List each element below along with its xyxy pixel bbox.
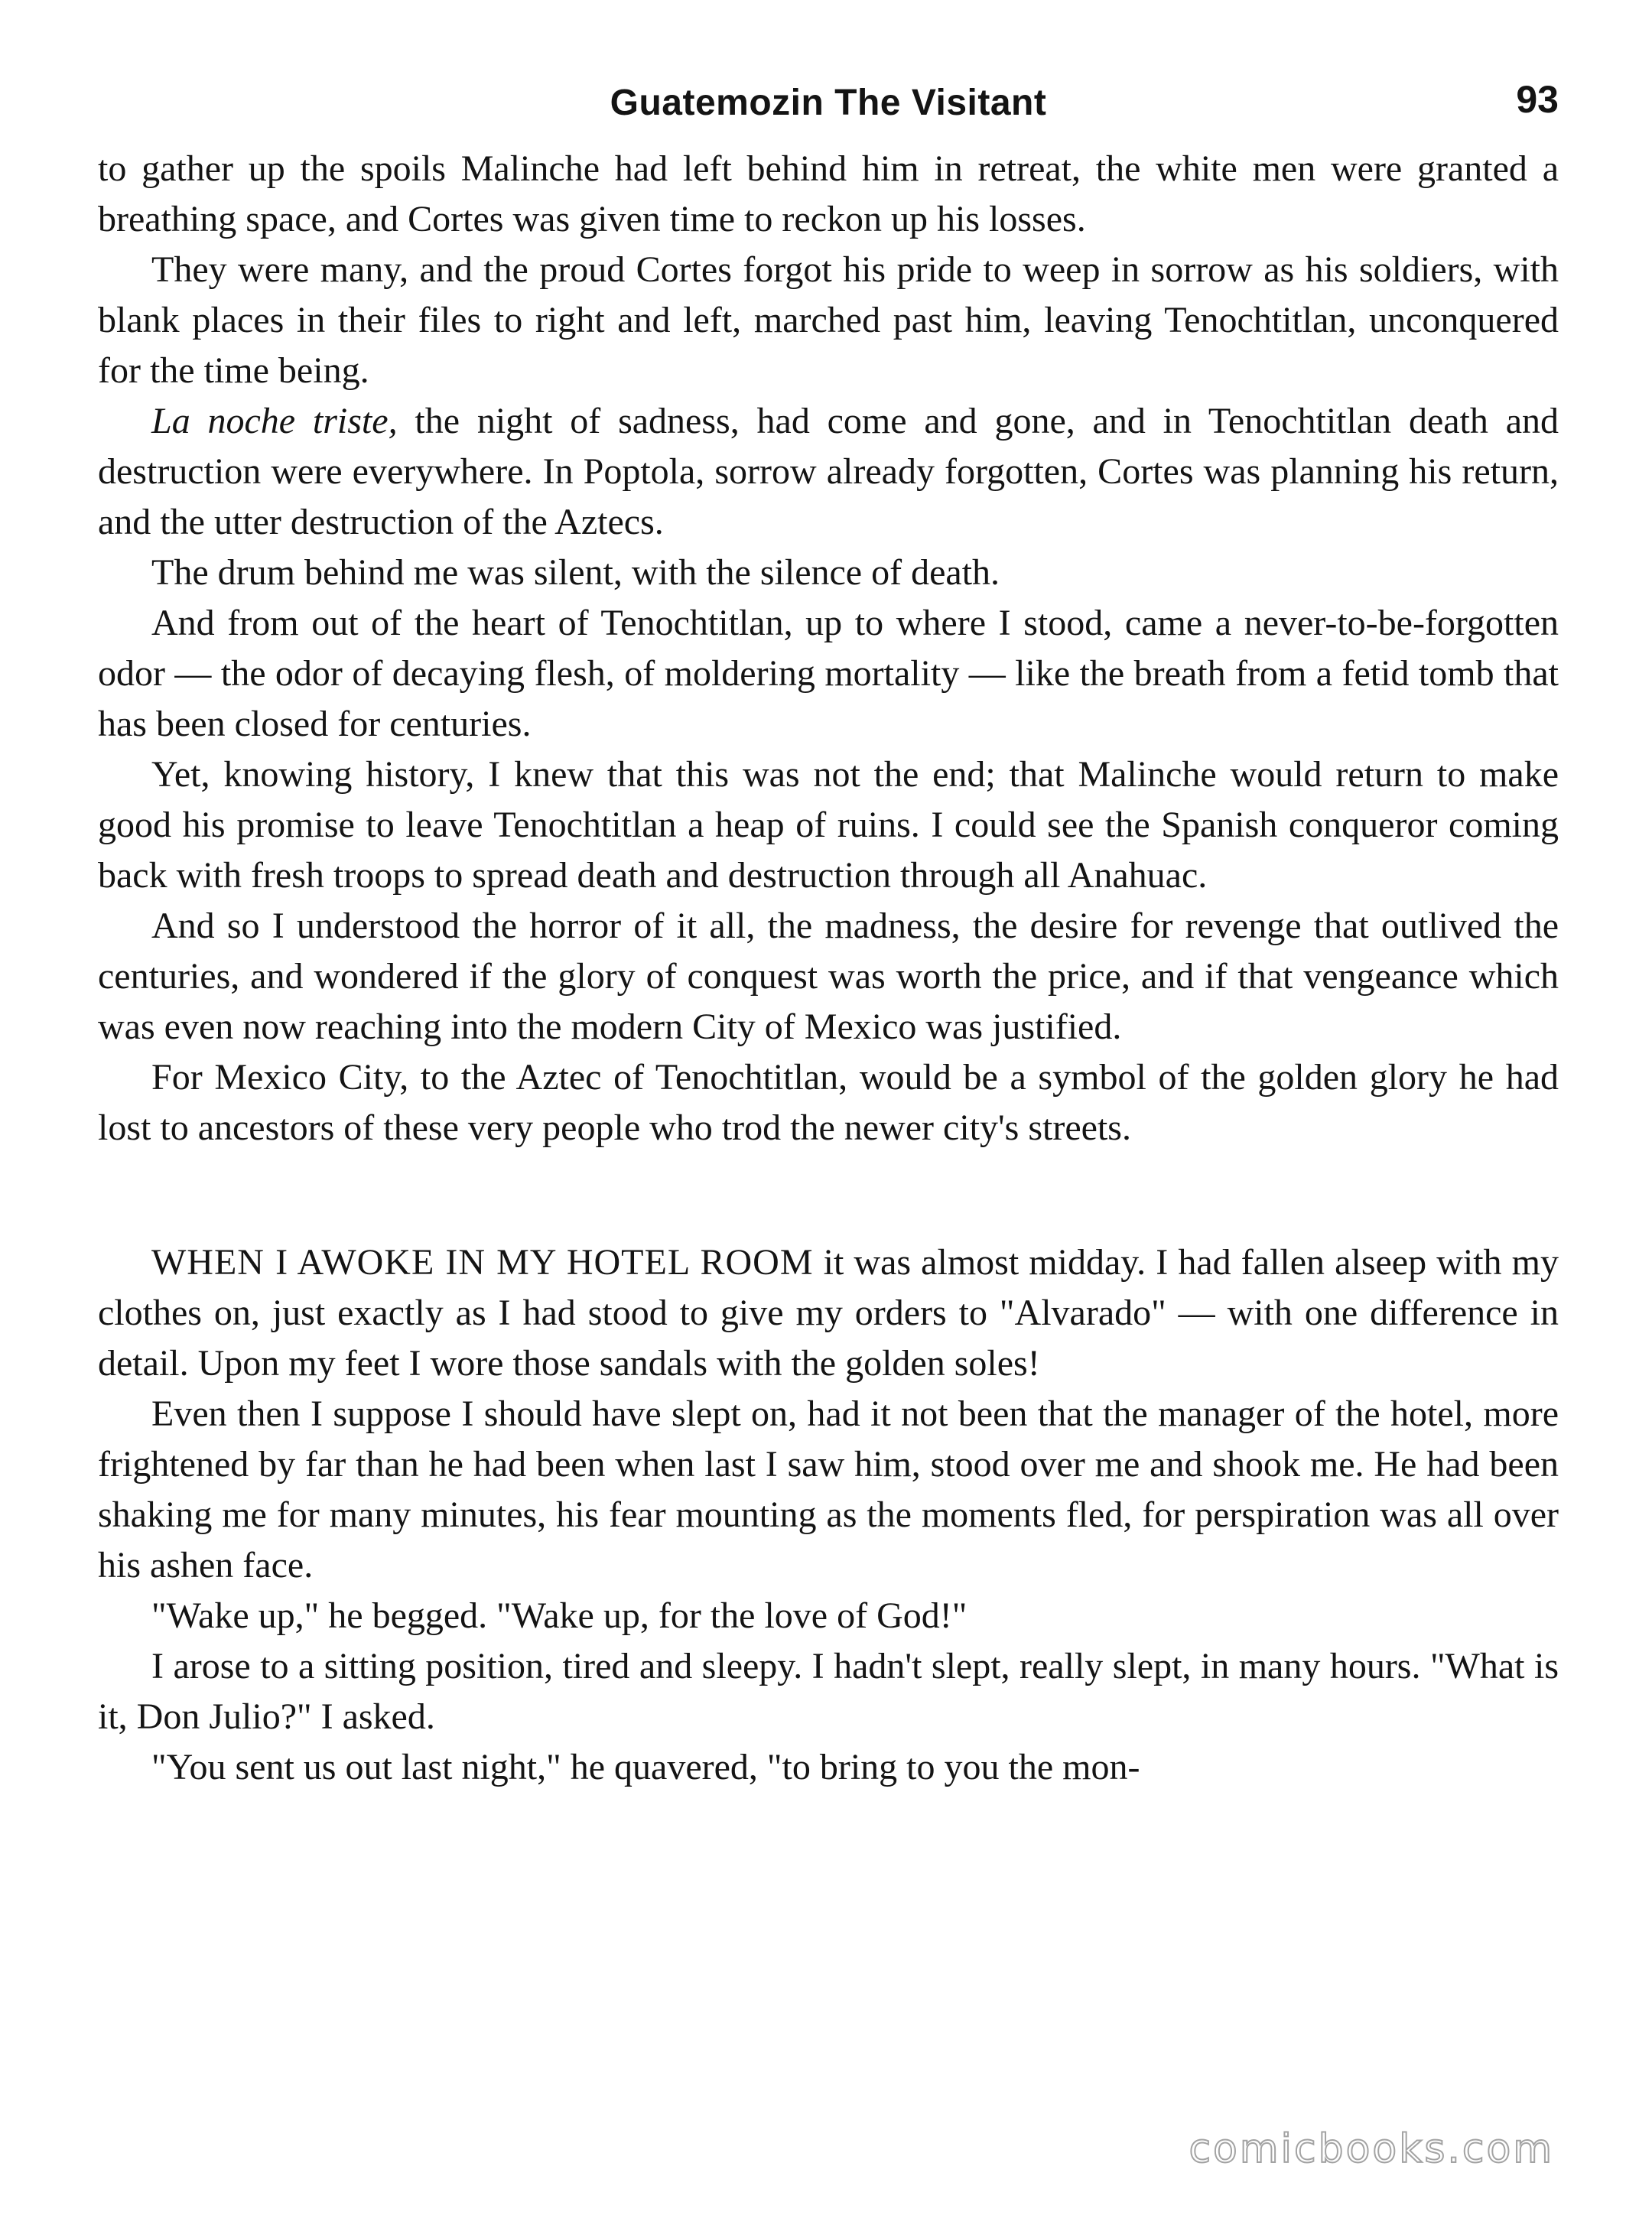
paragraph-11: "Wake up," he begged. "Wake up, for the love of God!" [151,1595,967,1636]
paragraph-7: And so I understood the horror of it all, the madness, the desire for revenge that outlived the centuries, and wondered if the glory of conquest was worth the price, and if that vengeance which was even now reaching into the modern City of Mexico was justified. [98,906,1559,1047]
paragraph-4: The drum behind me was silent, with the silence of death. [151,552,1000,593]
paragraph-3-text: the night of sadness, had come and gone, and in Tenochtitlan death and destruction were everywhere. In Poptola, sorrow already forgotten, Cortes was planning his return, and the utter destruction of the Aztecs. [98,401,1559,542]
paragraph-9 [98,1237,1559,1389]
running-title: Guatemozin The Visitant [610,83,1047,123]
running-header [98,73,1559,141]
section-lead-caps: WHEN I AWOKE IN MY HOTEL ROOM [151,1242,814,1283]
paragraph-8: For Mexico City, to the Aztec of Tenochtitlan, would be a symbol of the golden glory he had lost to ancestors of these very people who trod the newer city's streets. [98,1057,1559,1148]
paragraph-6: Yet, knowing history, I knew that this was not the end; that Malinche would return to make good his promise to leave Tenochtitlan a heap of ruins. I could see the Spanish conqueror coming back with fresh troops to spread death and destruction through all Anahuac. [98,754,1559,896]
paragraph-12: I arose to a sitting position, tired and sleepy. I hadn't slept, really slept, in many hours. "What is it, Don Julio?" I asked. [98,1646,1559,1737]
paragraph-5: And from out of the heart of Tenochtitlan, up to where I stood, came a never-to-be-forgotten odor — the odor of decaying flesh, of moldering mortality — like the breath from a fetid tomb that has been closed for centuries. [98,603,1559,744]
paragraph-1: to gather up the spoils Malinche had left behind him in retreat, the white men were granted a breathing space, and Cortes was given time to reckon up his losses. [98,148,1559,239]
page-number: 93 [1516,78,1559,121]
paragraph-10: Even then I suppose I should have slept on, had it not been that the manager of the hotel, more frightened by far than he had been when last I saw him, stood over me and shook me. He had been shaking me for many minutes, his fear mounting as the moments fled, for perspiration was all over his ashen face. [98,1394,1559,1585]
body-text [98,144,1559,1793]
italic-phrase: La noche triste, [151,401,398,441]
paragraph-3 [98,396,1559,548]
paragraph-13: "You sent us out last night," he quavered, "to bring to you the mon- [151,1747,1140,1787]
paragraph-9-text: it was almost midday. I had fallen alseep with my clothes on, just exactly as I had stood to give my orders to "Alvarado" — with one difference in detail. Upon my feet I wore those sandals with the golden soles! [98,1242,1559,1384]
watermark-text: comicbooks.com [1189,2126,1554,2172]
paragraph-2: They were many, and the proud Cortes forgot his pride to weep in sorrow as his soldiers, with blank places in their files to right and left, marched past him, leaving Tenochtitlan, unconquered for the time being. [98,249,1559,391]
